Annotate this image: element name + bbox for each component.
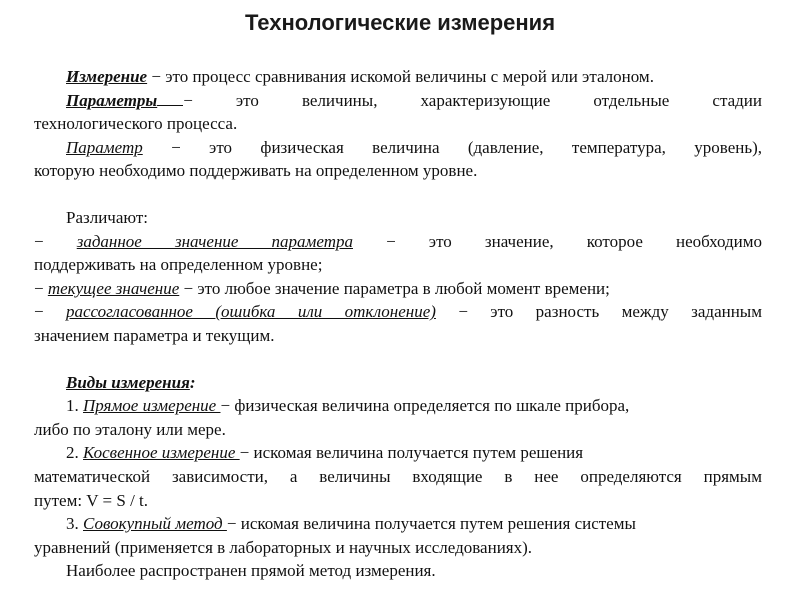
- definition-parameters-line-2: технологического процесса.: [34, 114, 238, 134]
- definition-parameters: [34, 89, 762, 113]
- type-cumulative: 3. Совокупный метод − искомая величина получается путем решения системы: [66, 514, 636, 534]
- definition-parameter-line-2: которую необходимо поддерживать на определенном уровне.: [34, 161, 478, 181]
- underline-filler: [157, 91, 183, 106]
- term-mismatch: рассогласованное (ошибка или отклонение): [65, 302, 436, 322]
- types-heading-text: Виды измерения: [66, 372, 190, 392]
- definition-measurement: [34, 65, 762, 89]
- types-heading: Виды измерения:: [66, 372, 196, 392]
- type-direct-line-2: либо по эталону или мере.: [34, 419, 226, 439]
- definition-parameter-text-1: − это физическая величина (давление, температура, уровень),: [142, 137, 762, 157]
- distinguish-item-setpoint: − заданное значение параметра − это значение, которое необходимо: [34, 231, 762, 251]
- type-indirect-line-3: путем: V = S / t.: [34, 490, 149, 510]
- definition-measurement-text: − это процесс сравнивания искомой величины с мерой или эталоном.: [147, 67, 654, 86]
- term-direct-measurement: Прямое измерение: [83, 396, 221, 416]
- term-setpoint: заданное значение параметра: [76, 231, 353, 251]
- type-cumulative-line-2: уравнений (применяется в лабораторных и научных исследованиях).: [34, 537, 533, 557]
- type-direct: 1. Прямое измерение − физическая величина определяется по шкале прибора,: [66, 396, 630, 416]
- term-measurement: Измерение: [66, 67, 148, 86]
- term-parameter: Параметр: [66, 137, 143, 157]
- distinguish-item-setpoint-line-2: поддерживать на определенном уровне;: [34, 255, 323, 275]
- term-indirect-measurement: Косвенное измерение: [83, 443, 240, 463]
- definition-parameters-text-1: − это величины, характеризующие отдельные стадии: [183, 90, 762, 110]
- distinguish-item-mismatch: − рассогласованное (ошибка или отклонение) − это разность между заданным: [34, 302, 762, 322]
- page-title: Технологические измерения: [244, 10, 556, 35]
- distinguish-item-mismatch-line-2: значением параметра и текущим.: [34, 325, 275, 345]
- slide-body: [34, 65, 762, 583]
- term-current-value: текущее значение: [47, 278, 180, 298]
- type-indirect-line-2: математической зависимости, а величины входящие в нее определяются прямым: [34, 466, 762, 486]
- distinguish-item-current: − текущее значение − это любое значение параметра в любой момент времени;: [34, 278, 610, 298]
- distinguish-heading: Различают:: [66, 207, 149, 227]
- conclusion: Наиболее распространен прямой метод измерения.: [66, 561, 436, 581]
- term-parameters: Параметры: [66, 90, 158, 110]
- type-indirect: 2. Косвенное измерение − искомая величина получается путем решения: [66, 443, 584, 463]
- term-cumulative-method: Совокупный метод: [83, 514, 227, 534]
- definition-parameter: [34, 136, 762, 160]
